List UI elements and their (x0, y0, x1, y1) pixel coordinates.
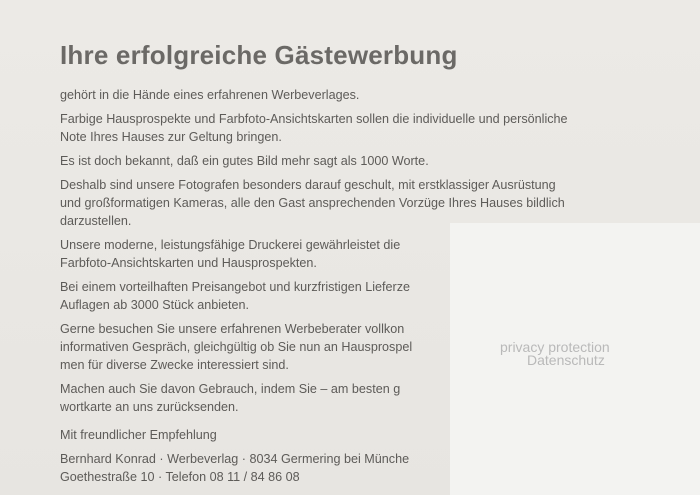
paragraph: Bei einem vorteilhaften Preisangebot und kurzfristigen Lieferze Auflagen ab 3000 Stück anbieten. (60, 280, 411, 312)
sender-phone: Goethestraße 10 · Telefon 08 11 / 84 86 08 (60, 470, 300, 484)
sender-address: Bernhard Konrad · Werbeverlag · 8034 Germering bei Münche (60, 452, 410, 466)
paragraph: Deshalb sind unsere Fotografen besonders darauf geschult, mit erstklassiger Ausrüstung und großformatigen Kameras, alle den Gast ansprechenden Vorzüge Ihres Hauses bildlich darzustellen. (60, 178, 565, 228)
privacy-sublabel: Datenschutz (527, 352, 605, 368)
headline: Ihre erfolgreiche Gästewerbung (60, 40, 458, 70)
paragraph: gehört in die Hände eines erfahrenen Werbeverlages. (60, 88, 360, 102)
paragraph: Gerne besuchen Sie unsere erfahrenen Werbeberater vollkon informativen Gespräch, gleichgültig ob Sie nun an Hausprospel men für diverse Zwecke interessiert sind. (60, 322, 413, 372)
closing-greeting: Mit freundlicher Empfehlung (60, 428, 217, 442)
paragraph: Farbige Hausprospekte und Farbfoto-Ansichtskarten sollen die individuelle und persönliche Note Ihres Hauses zur Geltung bringen. (60, 112, 568, 144)
paragraph: Machen auch Sie davon Gebrauch, indem Sie – am besten g wortkarte an uns zurücksenden. (60, 382, 401, 414)
privacy-label: privacy protection (500, 339, 610, 355)
paragraph: Es ist doch bekannt, daß ein gutes Bild mehr sagt als 1000 Worte. (60, 154, 429, 168)
paragraph: Unsere moderne, leistungsfähige Druckerei gewährleistet die Farbfoto-Ansichtskarten und Hausprospekten. (60, 238, 401, 270)
